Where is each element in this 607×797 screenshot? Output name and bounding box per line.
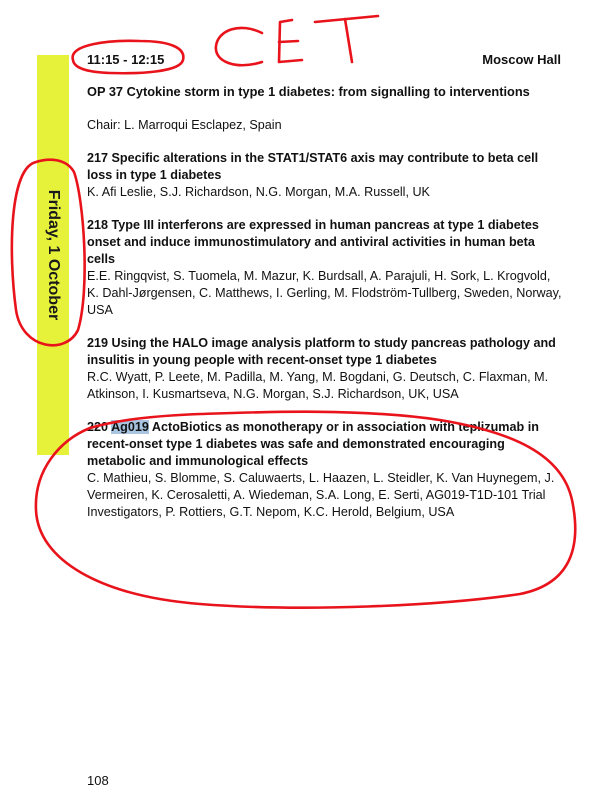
abstract-217 — [87, 150, 565, 201]
abstract-authors: E.E. Ringqvist, S. Tuomela, M. Mazur, K. Burdsall, A. Parajuli, H. Sork, L. Krogvold, K. Dahl-Jørgensen, C. Matthews, I. Gerling, M. Flodström-Tullberg, Sweden, Norway, USA — [87, 269, 562, 317]
highlighted-search-term[interactable]: Ag019 — [111, 420, 149, 434]
session-time: 11:15 - 12:15 — [87, 52, 165, 67]
abstract-title: 217 Specific alterations in the STAT1/STAT6 axis may contribute to beta cell loss in type 1 diabetes — [87, 151, 539, 182]
abstract-title: 218 Type III interferons are expressed in human pancreas at type 1 diabetes onset and induce immunostimulatory and antiviral activities in human beta cells — [87, 218, 539, 266]
program-content — [87, 83, 565, 521]
sidebar-date: Friday, 1 October — [45, 189, 62, 321]
session-title: OP 37 Cytokine storm in type 1 diabetes: from signalling to interventions — [87, 84, 530, 99]
abstract-title — [87, 419, 565, 470]
session-hall: Moscow Hall — [482, 52, 561, 67]
session-chair: Chair: L. Marroqui Esclapez, Spain — [87, 118, 282, 132]
abstract-authors: R.C. Wyatt, P. Leete, M. Padilla, M. Yang, M. Bogdani, G. Deutsch, C. Flaxman, M. Atkinson, I. Kusmartseva, N.G. Morgan, S.J. Richardson, UK, USA — [87, 370, 549, 401]
abstract-220 — [87, 419, 565, 521]
abstract-title-rest: ActoBiotics as monotherapy or in association with teplizumab in recent-onset type 1 diabetes was safe and demonstrated encouraging metabolic and immunological effects — [87, 420, 539, 468]
abstract-title: 219 Using the HALO image analysis platform to study pancreas pathology and insulitis in young people with recent-onset type 1 diabetes — [87, 336, 556, 367]
cet-handwriting — [216, 16, 378, 65]
abstract-number: 220 — [87, 420, 109, 434]
abstract-authors: C. Mathieu, S. Blomme, S. Caluwaerts, L. Haazen, L. Steidler, K. Van Huynegem, J. Vermeiren, K. Cerosaletti, A. Wiedeman, S.A. Long, E. Serti, AG019-T1D-101 Trial Investigators, P. Rottiers, G.T. Nepom, K.C. Herold, Belgium, USA — [87, 471, 555, 519]
abstract-218 — [87, 217, 565, 319]
page-number: 108 — [87, 773, 109, 788]
abstract-219 — [87, 335, 565, 403]
abstract-authors: K. Afi Leslie, S.J. Richardson, N.G. Morgan, M.A. Russell, UK — [87, 185, 430, 199]
